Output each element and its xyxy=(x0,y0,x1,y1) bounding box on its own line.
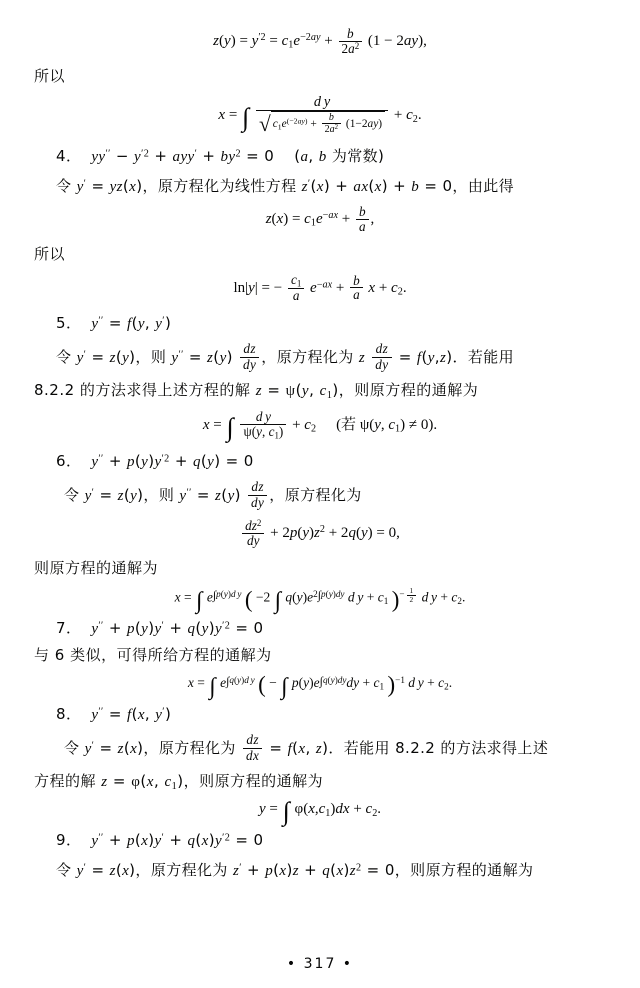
equation-z-of-x: $z(x) = c_1e^{-ax}$ + $\frac{b}{a}$ , xyxy=(265,203,375,234)
item-8-heading: 8． y′′ = f(x, y′) xyxy=(56,705,172,724)
equation-z-of-y: $z(y) = y^{'2} = c_1e^{-2ay}$ + $\frac{b}{2a^2}$ (1 − 2ay), xyxy=(213,26,427,56)
equation-x-integral: x = ∫ d y √ $c_1e^{(-2ay)}$ + $\frac{b}{2a^2}$ (1−2ay) + $c_2$. xyxy=(218,93,422,136)
item-4-heading: 4． $yy'' - y^{'2} + ayy' + by^2 = 0$ (a, b 为常数) xyxy=(56,146,385,165)
item-9-body: 令 y′ = z(x)，原方程化为 $z' + p(x)z + q(x)z^2 = 0$，则原方程的通解为 xyxy=(56,860,534,879)
text-suoyi-2: 所以 xyxy=(34,244,66,263)
equation-dz2-dy: $\frac{dz^2}{dy}$ + $2p(y)z^2 + 2q(y) = 0$, xyxy=(34,519,606,548)
text-suoyi-1: 所以 xyxy=(34,66,66,85)
item-8-body: 令 y′ = z(x)，原方程化为 $\frac{dz}{dx}$ = f(x, z)．若能用 8.2.2 的方法求得上述 xyxy=(64,732,549,763)
item-7-body: 与 6 类似，可得所给方程的通解为 xyxy=(34,646,272,665)
equation-x-psi: x = ∫ $\frac{\text{d y}}{\psi(y, c_1)}$ + $c_2$ (若 ψ(y, $c_1) \ne 0$). xyxy=(202,408,438,443)
item-4-body: 令 y′ = yz(x)，原方程化为线性方程 z′(x) + ax(x) + b = 0，由此得 xyxy=(56,176,515,195)
equation-ln-abs-y: ln|y| = − $\frac{c_1}{a}$ $e^{-ax}$ + $\frac{b}{a}$ $x + c_2$. xyxy=(233,271,407,304)
item-5-heading: 5． y′′ = f(y, y′) xyxy=(56,314,172,333)
equation-6-solution: x = ∫ $e^{\int p(y)d y}$ ( −2 ∫ $q(y)e^{2\int p(y)dy}$ d $y + c_1$ )$^{- \frac{1}{2}}$ d $y + c_2$. xyxy=(174,586,466,615)
equation-7-solution: x = ∫ $e^{\int q(y)d y}$ ( − ∫ $p(y)e^{\int q(y)dy}dy + c_1$ )$^{-1}$ d $y + c_2$. xyxy=(187,672,453,700)
page-number: • 317 • xyxy=(286,956,354,972)
item-7-heading: 7． $y'' + p(y)y' + q(y)y^{'2} = 0$ xyxy=(56,619,264,638)
text-tongjie-6: 则原方程的通解为 xyxy=(34,559,159,578)
item-5-body: 令 y′ = z(y)，则 y′′ = z(y) $\frac{dz}{dy}$ ，原方程化为 z $\frac{dz}{dy}$ = f(y,z)．若能用 xyxy=(56,341,515,373)
item-6-body: 令 y′ = z(y)，则 y′′ = z(y) $\frac{dz}{dy}$ ，原方程化为 xyxy=(64,478,362,510)
item-5-continued: 8.2.2 的方法求得上述方程的解 z = ψ(y, $c_1$)，则原方程的通解为 xyxy=(34,381,479,401)
item-9-heading: 9． $y'' + p(x)y' + q(x)y^{'2} = 0$ xyxy=(56,830,264,849)
item-6-heading: 6． $y'' + p(y)y^{'2} + q(y) = 0$ xyxy=(56,451,254,470)
item-8-continued: 方程的解 z = φ(x, $c_1$)，则原方程的通解为 xyxy=(34,771,324,792)
equation-8-solution: y = ∫ $\varphi(x,c_1)dx + c_2$. xyxy=(258,797,382,826)
